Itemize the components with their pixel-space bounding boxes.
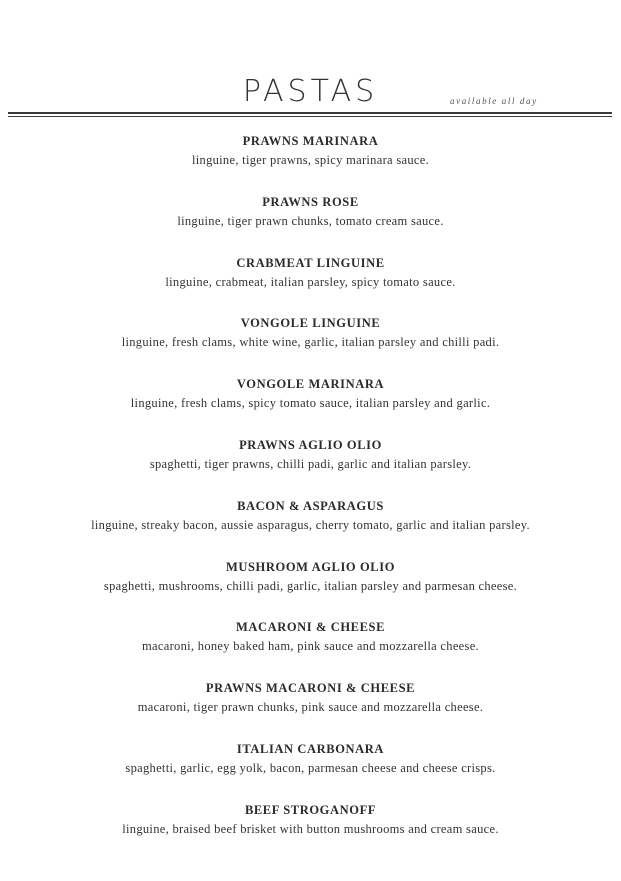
menu-item-description: linguine, tiger prawn chunks, tomato cream sauce.: [177, 213, 444, 228]
menu-item-name: BEEF STROGANOFF: [244, 802, 377, 817]
header-divider-thin: [8, 116, 612, 117]
menu-item-name: VONGOLE LINGUINE: [240, 316, 381, 331]
menu-item-name: PRAWNS AGLIO OLIO: [239, 437, 382, 452]
menu-item-name: PRAWNS ROSE: [262, 194, 359, 209]
menu-item-name: PRAWNS MARINARA: [242, 134, 379, 148]
menu-item-description: linguine, fresh clams, spicy tomato sauce, italian parsley and garlic.: [130, 396, 491, 411]
menu-item-name: MACARONI & CHEESE: [235, 620, 386, 635]
menu-item: [0, 314, 621, 375]
menu-header: [0, 0, 621, 120]
availability-note: available all day: [450, 96, 538, 106]
menu-item-description: linguine, braised beef brisket with button mushrooms and cream sauce.: [122, 821, 499, 836]
menu-item-name: CRABMEAT LINGUINE: [236, 255, 385, 270]
menu-item: [0, 618, 621, 679]
menu-item: [0, 375, 621, 436]
menu-item-name: VONGOLE MARINARA: [236, 377, 385, 392]
menu-item: [0, 679, 621, 740]
menu-item: [0, 436, 621, 497]
menu-item-description: macaroni, tiger prawn chunks, pink sauce and mozzarella cheese.: [137, 700, 484, 715]
menu-item-name: PRAWNS MACARONI & CHEESE: [205, 681, 416, 696]
menu-item-description: linguine, crabmeat, italian parsley, spicy tomato sauce.: [165, 274, 456, 289]
menu-item-description: spaghetti, tiger prawns, chilli padi, garlic and italian parsley.: [149, 456, 472, 471]
pasta-menu-list: [0, 132, 621, 862]
menu-item: [0, 132, 621, 193]
menu-item: [0, 740, 621, 801]
menu-item: [0, 254, 621, 315]
menu-item-name: ITALIAN CARBONARA: [236, 741, 385, 756]
menu-item: [0, 801, 621, 862]
menu-item-name: BACON & ASPARAGUS: [237, 498, 384, 513]
menu-item-description: linguine, streaky bacon, aussie asparagus, cherry tomato, garlic and italian parsley.: [91, 517, 530, 532]
menu-item-description: spaghetti, mushrooms, chilli padi, garlic, italian parsley and parmesan cheese.: [103, 578, 518, 593]
header-divider-thick: [8, 112, 612, 114]
menu-item-name: MUSHROOM AGLIO OLIO: [225, 559, 396, 574]
menu-item-description: linguine, tiger prawns, spicy marinara sauce.: [191, 153, 430, 167]
menu-item: [0, 558, 621, 619]
menu-item-description: macaroni, honey baked ham, pink sauce and mozzarella cheese.: [142, 639, 479, 654]
menu-item-description: spaghetti, garlic, egg yolk, bacon, parmesan cheese and cheese crisps.: [125, 760, 496, 775]
menu-item-description: linguine, fresh clams, white wine, garlic, italian parsley and chilli padi.: [121, 335, 500, 350]
menu-item: [0, 193, 621, 254]
page-title: PASTAS: [242, 74, 379, 109]
menu-item: [0, 497, 621, 558]
